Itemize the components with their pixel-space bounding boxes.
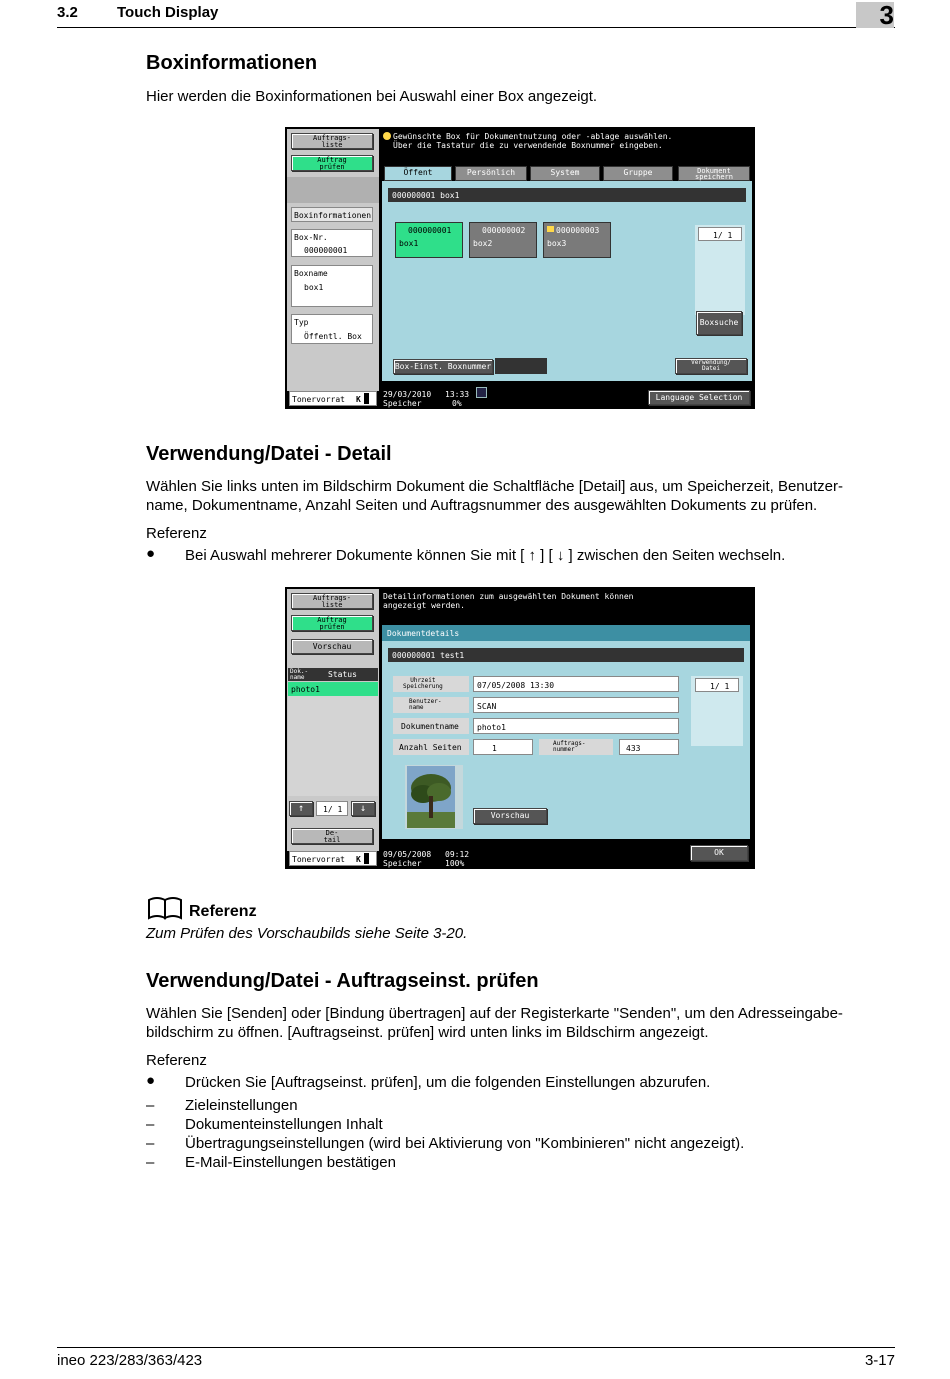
doc-header-text: 000000001 test1 xyxy=(392,651,465,660)
auftragsliste-button[interactable]: Auftrags- liste xyxy=(291,593,373,609)
toner-field xyxy=(289,391,377,406)
dokumentdetails-title-bar xyxy=(382,625,750,641)
auftragsnr-label: Auftrags- nummer xyxy=(553,740,586,753)
benutzer-value: SCAN xyxy=(477,702,497,711)
dash-marker: – xyxy=(146,1154,155,1171)
col-dokname: Dok.- name xyxy=(290,668,309,681)
tab-persoenlich[interactable]: Persönlich xyxy=(455,166,527,181)
page-indicator-area xyxy=(695,225,745,315)
dash-marker: – xyxy=(146,1135,155,1152)
footer-rule xyxy=(57,1347,895,1348)
boxnummer-input[interactable] xyxy=(495,358,547,374)
doc-list-item[interactable] xyxy=(288,682,378,696)
box-item-3-name: box3 xyxy=(547,239,567,248)
auftragsnr-field xyxy=(619,739,679,755)
status-date: 09/05/2008 xyxy=(383,850,432,859)
toner-label: Tonervorrat xyxy=(292,395,345,404)
section1-heading: Boxinformationen xyxy=(146,52,318,74)
doc-header-bar xyxy=(388,648,744,662)
auftragsnr-value: 433 xyxy=(626,744,641,753)
screen-boxinformationen xyxy=(285,127,755,409)
box-item-1[interactable] xyxy=(395,222,463,258)
footer-page: 3-17 xyxy=(864,1352,895,1369)
doc-list-empty xyxy=(288,696,378,796)
dash-marker: – xyxy=(146,1097,155,1114)
section2-bullet1: Bei Auswahl mehrerer Dokumente können Sie mit [ ↑ ] [ ↓ ] zwischen den Seiten wechseln. xyxy=(185,547,786,564)
speicher-value: 100% xyxy=(445,859,465,868)
boxnr-value: 000000001 xyxy=(304,246,348,255)
status-time: 13:33 xyxy=(445,390,470,399)
page-counter-field xyxy=(698,227,742,241)
message-line1: Detailinformationen zum ausgewählten Dokument können xyxy=(383,592,634,601)
uhrzeit-label-bg xyxy=(393,676,469,692)
tab-oeffent[interactable]: Öffent xyxy=(384,166,452,181)
screen-dokumentdetails xyxy=(285,587,755,869)
boxinfo-panel-title-bg xyxy=(291,207,373,222)
col-status: Status xyxy=(328,670,357,679)
boxname-label: Boxname xyxy=(294,269,328,278)
auftragsliste-button[interactable]: Auftrags- liste xyxy=(291,133,373,149)
section3-ref-label: Referenz xyxy=(146,1052,207,1069)
speicher-label: Speicher xyxy=(383,399,422,408)
doc-list-header xyxy=(288,668,378,681)
dash-item-1: Zieleinstellungen xyxy=(185,1097,298,1114)
page-counter-left: 1/ 1 xyxy=(323,805,343,814)
reference-title: Referenz xyxy=(189,903,257,920)
section2-text-line2: name, Dokumentname, Anzahl Seiten und Auftragsnummer des ausgewählten Dokuments zu prüfen. xyxy=(146,497,818,514)
network-icon xyxy=(476,387,487,398)
section3-bullet1: Drücken Sie [Auftragseinst. prüfen], um die folgenden Einstellungen abzurufen. xyxy=(185,1074,711,1091)
doc-list-item-name: photo1 xyxy=(291,685,320,694)
dash-item-2: Dokumenteinstellungen Inhalt xyxy=(185,1116,383,1133)
dokumentdetails-title: Dokumentdetails xyxy=(387,629,460,638)
page-counter: 1/ 1 xyxy=(713,231,733,240)
bullet-icon: ● xyxy=(146,1072,156,1089)
section-number: 3.2 xyxy=(57,4,78,21)
message-line2: Über die Tastatur die zu verwendende Boxnummer eingeben. xyxy=(393,141,663,150)
status-time: 09:12 xyxy=(445,850,470,859)
auftragsnr-label-bg xyxy=(539,739,613,755)
uhrzeit-field xyxy=(473,676,679,692)
boxnr-field xyxy=(291,229,373,257)
chapter-number: 3 xyxy=(879,0,894,30)
dokname-field xyxy=(473,718,679,734)
section2-text-line1: Wählen Sie links unten im Bildschirm Dokument die Schaltfläche [Detail] aus, um Speicherzeit, Benutzer- xyxy=(146,478,843,495)
speicher-label: Speicher xyxy=(383,859,422,868)
section3-text-line1: Wählen Sie [Senden] oder [Bindung übertragen] auf der Registerkarte "Senden", um den Adresseingabe- xyxy=(146,1005,843,1022)
section2-heading: Verwendung/Datei - Detail xyxy=(146,443,392,465)
section-title: Touch Display xyxy=(117,4,219,21)
typ-field xyxy=(291,314,373,344)
dokname-label-bg xyxy=(393,718,469,734)
footer-model: ineo 223/283/363/423 xyxy=(57,1352,203,1369)
anzahl-field xyxy=(473,739,533,755)
arrow-up-icon[interactable]: ↑ xyxy=(289,801,313,816)
lock-icon xyxy=(547,226,554,232)
page-indicator-area xyxy=(691,676,743,746)
detail-button[interactable]: De- tail xyxy=(291,828,373,844)
auftrag-pruefen-button[interactable]: Auftrag prüfen xyxy=(291,615,373,631)
selected-box-bar xyxy=(388,188,746,202)
typ-label: Typ xyxy=(294,318,309,327)
verwendung-datei-button[interactable]: Verwendung/ Datei xyxy=(675,358,747,374)
toner-field xyxy=(289,851,377,866)
selected-box-text: 000000001 box1 xyxy=(392,191,460,200)
section2-ref-label: Referenz xyxy=(146,525,207,542)
benutzer-field xyxy=(473,697,679,713)
speicher-value: 0% xyxy=(452,399,462,408)
tab-system[interactable]: System xyxy=(530,166,600,181)
section3-text-line2: bildschirm zu öffnen. [Auftragseinst. prüfen] wird unten links im Bildschirm angezeigt. xyxy=(146,1024,709,1041)
page-counter-field xyxy=(695,678,739,692)
ok-button[interactable]: OK xyxy=(690,845,748,861)
box-einst-boxnummer-button[interactable]: Box-Einst. Boxnummer xyxy=(393,359,493,374)
section1-text: Hier werden die Boxinformationen bei Auswahl einer Box angezeigt. xyxy=(146,88,598,105)
uhrzeit-value: 07/05/2008 13:30 xyxy=(477,681,555,690)
dash-item-4: E-Mail-Einstellungen bestätigen xyxy=(185,1154,396,1171)
toner-label: Tonervorrat xyxy=(292,855,345,864)
toner-level-icon xyxy=(364,853,369,864)
dash-marker: – xyxy=(146,1116,155,1133)
toner-k: K xyxy=(356,855,361,864)
box-item-2-name: box2 xyxy=(473,239,493,248)
toner-k: K xyxy=(356,395,361,404)
vorschau-button[interactable]: Vorschau xyxy=(473,808,547,824)
box-item-1-number: 000000001 xyxy=(408,226,452,235)
uhrzeit-label: Uhrzeit Speicherung xyxy=(403,677,443,690)
dokument-speichern-button[interactable]: Dokument speichern xyxy=(678,166,750,181)
header-rule xyxy=(57,27,895,28)
box-item-2-number: 000000002 xyxy=(482,226,526,235)
dokname-label: Dokumentname xyxy=(401,722,459,731)
preview-thumbnail-image xyxy=(407,766,455,828)
boxname-value: box1 xyxy=(304,283,324,292)
page-counter: 1/ 1 xyxy=(710,682,730,691)
vorschau-left-button[interactable]: Vorschau xyxy=(291,639,373,654)
box-item-2[interactable] xyxy=(469,222,537,258)
box-item-3[interactable] xyxy=(543,222,611,258)
benutzer-label-bg xyxy=(393,697,469,713)
dash-item-3: Übertragungseinstellungen (wird bei Aktivierung von "Kombinieren" nicht angezeigt). xyxy=(185,1135,745,1152)
message-line2: angezeigt werden. xyxy=(383,601,465,610)
typ-value: Öffentl. Box xyxy=(304,332,362,341)
anzahl-label-bg xyxy=(393,739,469,755)
reference-text: Zum Prüfen des Vorschaubilds siehe Seite 3-20. xyxy=(146,925,468,942)
boxname-field xyxy=(291,265,373,307)
benutzer-label: Benutzer- name xyxy=(409,698,442,711)
anzahl-label: Anzahl Seiten xyxy=(399,743,462,752)
auftrag-pruefen-button[interactable]: Auftrag prüfen xyxy=(291,155,373,171)
box-item-3-number: 000000003 xyxy=(556,226,600,235)
boxsuche-button[interactable]: Boxsuche xyxy=(696,311,742,335)
toner-level-icon xyxy=(364,393,369,404)
tab-gruppe[interactable]: Gruppe xyxy=(603,166,673,181)
book-icon xyxy=(147,896,183,920)
lightbulb-icon xyxy=(383,132,391,140)
bullet-icon: ● xyxy=(146,545,156,562)
message-line1: Gewünschte Box für Dokumentnutzung oder -ablage auswählen. xyxy=(393,132,673,141)
status-date: 29/03/2010 xyxy=(383,390,432,399)
page-counter-left-field xyxy=(316,801,348,816)
anzahl-value: 1 xyxy=(492,744,497,753)
dokname-value: photo1 xyxy=(477,723,506,732)
language-selection-button[interactable]: Language Selection xyxy=(648,390,750,405)
section3-heading: Verwendung/Datei - Auftragseinst. prüfen xyxy=(146,970,539,992)
boxnr-label: Box-Nr. xyxy=(294,233,328,242)
thumbnail-frame xyxy=(405,765,463,829)
arrow-down-icon[interactable]: ↓ xyxy=(351,801,375,816)
boxinfo-panel-title: Boxinformationen xyxy=(294,211,372,220)
left-panel-divider xyxy=(287,177,379,203)
box-item-1-name: box1 xyxy=(399,239,419,248)
